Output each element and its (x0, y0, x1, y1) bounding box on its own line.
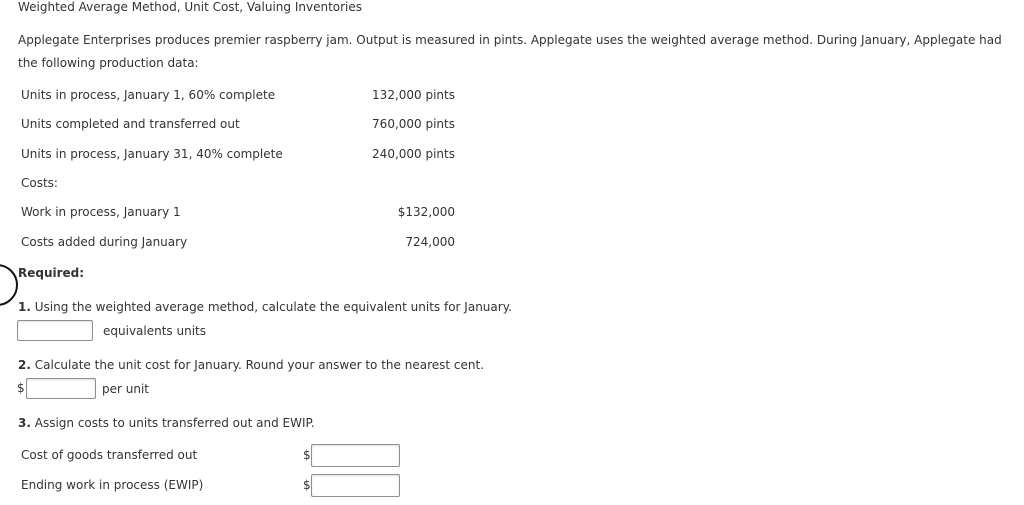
question-3 (18, 416, 315, 430)
costs-heading: Costs: (21, 176, 58, 190)
left-edge-circle-icon (0, 264, 18, 306)
question-2 (18, 358, 484, 372)
data-row-label: Units completed and transferred out (21, 117, 240, 131)
currency-symbol: $ (303, 448, 311, 462)
data-row-value: 132,000 pints (372, 88, 455, 102)
ewip-input[interactable] (311, 474, 400, 497)
data-row-label: Units in process, January 31, 40% complete (21, 147, 283, 161)
question-3-text: Assign costs to units transferred out and EWIP. (34, 416, 315, 430)
data-row-value: 760,000 pints (372, 117, 455, 131)
cost-transferred-out-label: Cost of goods transferred out (21, 448, 198, 462)
unit-cost-input[interactable] (26, 378, 96, 399)
unit-cost-label: per unit (102, 382, 149, 396)
currency-symbol: $ (303, 478, 311, 492)
problem-intro: Applegate Enterprises produces premier raspberry jam. Output is measured in pints. Applegate uses the weighted average method. During January, Applegate had the following production data: (18, 33, 1002, 70)
data-row-label: Work in process, January 1 (21, 205, 181, 219)
data-row-label: Costs added during January (21, 235, 188, 249)
question-1-number: 1. (18, 300, 31, 314)
page-title: Weighted Average Method, Unit Cost, Valuing Inventories (18, 0, 363, 14)
currency-symbol: $ (17, 381, 25, 395)
equivalent-units-label: equivalents units (103, 324, 206, 338)
data-row-label: Units in process, January 1, 60% complete (21, 88, 276, 102)
question-3-number: 3. (18, 416, 31, 430)
equivalent-units-input[interactable] (17, 320, 93, 341)
ewip-label: Ending work in process (EWIP) (21, 478, 204, 492)
question-1-text: Using the weighted average method, calculate the equivalent units for January. (34, 300, 512, 314)
question-1 (18, 300, 512, 314)
question-2-text: Calculate the unit cost for January. Round your answer to the nearest cent. (34, 358, 484, 372)
cost-transferred-out-input[interactable] (311, 444, 400, 467)
data-row-value: 724,000 (405, 235, 455, 249)
data-row-value: 240,000 pints (372, 147, 455, 161)
required-heading: Required: (18, 266, 85, 280)
question-2-number: 2. (18, 358, 31, 372)
data-row-value: $132,000 (397, 205, 455, 219)
